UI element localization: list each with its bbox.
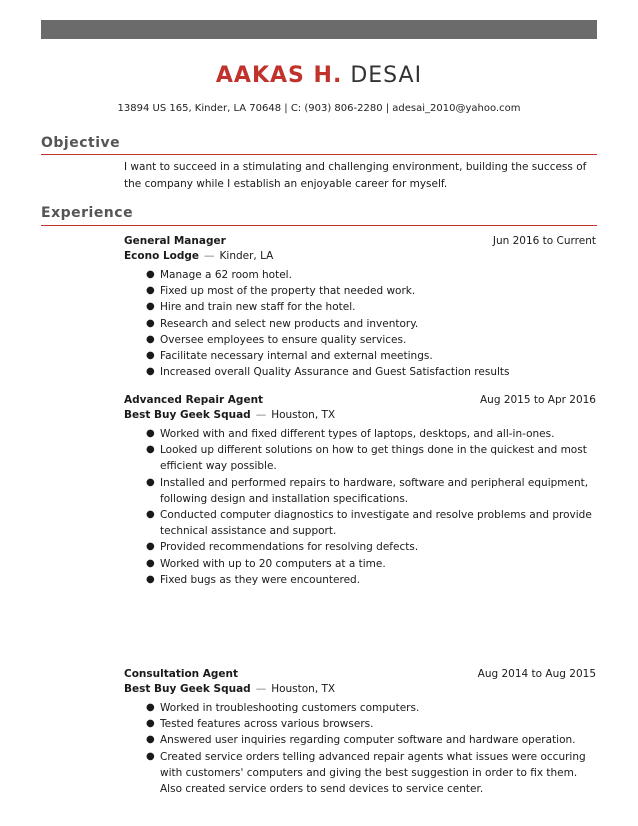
bullet-icon: ● <box>146 333 155 345</box>
duties-list <box>124 426 596 588</box>
job-dates: Jun 2016 to Current <box>492 235 596 247</box>
bullet-icon: ● <box>146 428 155 439</box>
bullet-icon: ● <box>146 718 155 730</box>
duty-item: ● Conducted computer diagnostics to investigate and resolve problems and provide technical assistance and support. <box>146 509 592 538</box>
duties-list <box>124 700 596 797</box>
bullet-icon: ● <box>146 750 155 762</box>
bullet-icon: ● <box>146 509 155 521</box>
candidate-name <box>0 62 638 90</box>
duty-item: ● Fixed bugs as they were encountered. <box>146 573 361 586</box>
duty-item: ● Created service orders telling advanced repair agents what issues were occuring with customers' computers and giving the best suggestion in order to fix them. Also created service orders to send devices to service center. <box>146 750 586 796</box>
job-location: Houston, TX <box>271 409 336 421</box>
job-dates: Aug 2014 to Aug 2015 <box>477 668 596 680</box>
duty-item: ● Installed and performed repairs to hardware, software and peripheral equipment, following design and installation specifications. <box>146 476 589 505</box>
objective-heading: Objective <box>41 135 121 151</box>
bullet-icon: ● <box>146 476 155 488</box>
job-title: General Manager <box>124 235 226 247</box>
experience-heading: Experience <box>41 205 134 221</box>
duty-item: ● Research and select new products and inventory. <box>146 317 419 330</box>
header-bar <box>41 20 597 39</box>
bullet-icon: ● <box>146 350 155 362</box>
employer-line: Econo Lodge — Kinder, LA <box>124 250 274 262</box>
duty-item: ● Worked in troubleshooting customers computers. <box>146 702 420 714</box>
duty-item: ● Increased overall Quality Assurance and Guest Satisfaction results <box>146 366 510 379</box>
duties-list <box>124 267 596 380</box>
bullet-icon: ● <box>146 573 155 585</box>
last-name: DESAI <box>350 63 423 88</box>
job-title: Consultation Agent <box>124 668 239 680</box>
bullet-icon: ● <box>146 366 155 378</box>
job-entry <box>124 393 596 588</box>
experience-divider <box>41 225 597 226</box>
job-entry <box>124 234 596 380</box>
duty-item: ● Oversee employees to ensure quality services. <box>146 333 407 346</box>
company-name: Econo Lodge <box>124 250 200 262</box>
duty-item: ● Facilitate necessary internal and external meetings. <box>146 350 433 363</box>
job-entry <box>124 667 596 797</box>
bullet-icon: ● <box>146 557 155 569</box>
contact-info: 13894 US 165, Kinder, LA 70648 | C: (903) 806-2280 | adesai_2010@yahoo.com <box>117 103 521 114</box>
duty-item: ● Looked up different solutions on how to get things done in the quickest and most efficient way possible. <box>146 444 587 473</box>
duty-item: ● Provided recommendations for resolving defects. <box>146 541 419 554</box>
duty-item: ● Fixed up most of the property that needed work. <box>146 285 416 298</box>
first-name: AAKAS H. <box>215 63 343 88</box>
job-title: Advanced Repair Agent <box>124 394 264 406</box>
duty-item: ● Manage a 62 room hotel. <box>146 269 292 281</box>
bullet-icon: ● <box>146 285 155 297</box>
job-location: Kinder, LA <box>219 250 274 262</box>
company-name: Best Buy Geek Squad <box>124 409 251 421</box>
bullet-icon: ● <box>146 301 155 313</box>
bullet-icon: ● <box>146 702 155 713</box>
duty-item: ● Tested features across various browsers. <box>146 718 374 731</box>
bullet-icon: ● <box>146 317 155 329</box>
employer-line: Best Buy Geek Squad — Houston, TX <box>124 683 336 695</box>
duty-item: ● Worked with and fixed different types of laptops, desktops, and all-in-ones. <box>146 428 555 440</box>
duty-item: ● Worked with up to 20 computers at a time. <box>146 557 386 570</box>
objective-text: I want to succeed in a stimulating and challenging environment, building the success of the company while I establish an enjoyable career for myself. <box>124 161 587 190</box>
job-location: Houston, TX <box>271 683 336 695</box>
bullet-icon: ● <box>146 734 155 746</box>
objective-divider <box>41 154 597 155</box>
duty-item: ● Answered user inquiries regarding computer software and hardware operation. <box>146 734 576 747</box>
bullet-icon: ● <box>146 269 155 280</box>
company-name: Best Buy Geek Squad <box>124 683 251 695</box>
bullet-icon: ● <box>146 444 155 456</box>
bullet-icon: ● <box>146 541 155 553</box>
job-dates: Aug 2015 to Apr 2016 <box>479 394 596 406</box>
employer-line: Best Buy Geek Squad — Houston, TX <box>124 409 336 421</box>
duty-item: ● Hire and train new staff for the hotel. <box>146 301 356 314</box>
